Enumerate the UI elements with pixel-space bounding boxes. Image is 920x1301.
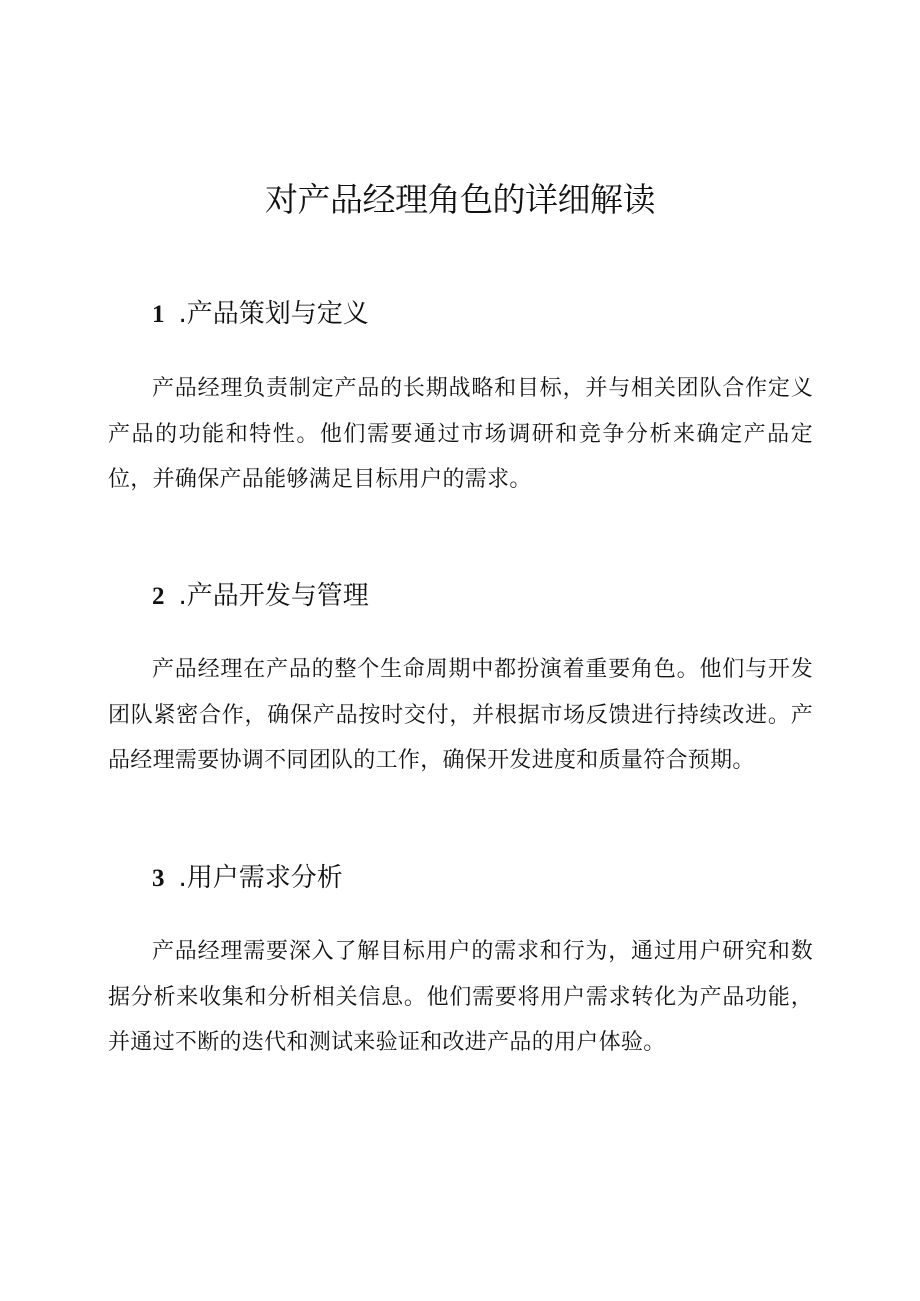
section-heading-3: [152, 860, 343, 897]
section-title-1: .产品策划与定义: [178, 299, 369, 329]
section-title-3: .用户需求分析: [178, 863, 343, 893]
section-title-2: .产品开发与管理: [178, 581, 369, 611]
document-title: 对产品经理角色的详细解读: [265, 180, 655, 219]
section-number-1: 1: [152, 301, 165, 328]
section-body-2: 产品经理在产品的整个生命周期中都扮演着重要角色。他们与开发团队紧密合作，确保产品按时交付，并根据市场反馈进行持续改进。产品经理需要协调不同团队的工作，确保开发进度和质量符合预期。: [108, 657, 813, 773]
section-heading-2: [152, 578, 369, 615]
section-heading-1: [152, 296, 369, 333]
section-body-3: 产品经理需要深入了解目标用户的需求和行为，通过用户研究和数据分析来收集和分析相关信息。他们需要将用户需求转化为产品功能，并通过不断的迭代和测试来验证和改进产品的用户体验。: [108, 939, 813, 1055]
section-body-1: 产品经理负责制定产品的长期战略和目标，并与相关团队合作定义产品的功能和特性。他们需要通过市场调研和竞争分析来确定产品定位，并确保产品能够满足目标用户的需求。: [108, 376, 813, 492]
section-number-2: 2: [152, 583, 165, 610]
section-number-3: 3: [152, 865, 165, 892]
